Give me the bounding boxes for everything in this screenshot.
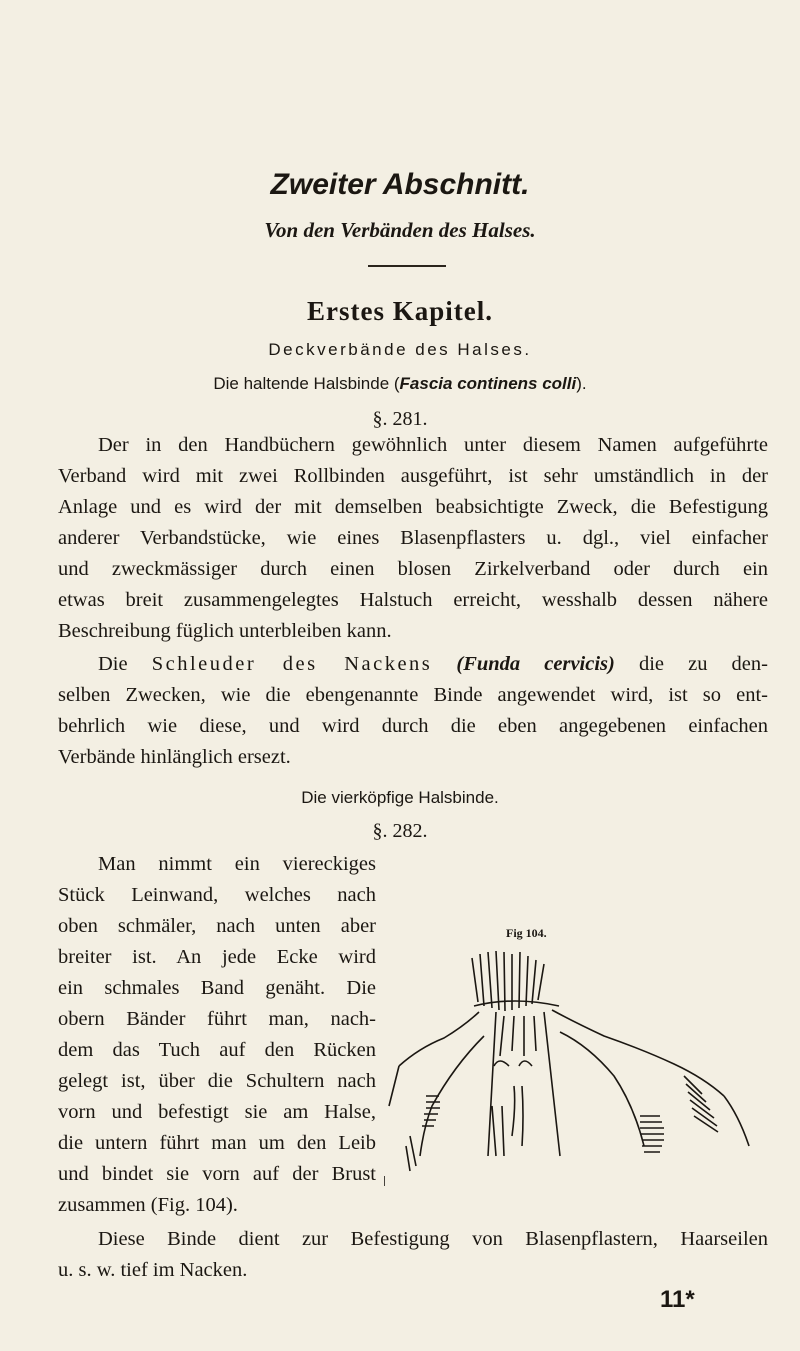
funda-intro: Die bbox=[98, 653, 152, 675]
figure-104-illustration bbox=[384, 946, 764, 1186]
text-line: anderer Verbandstücke, wie eines Blasenpflasters u. dgl., viel einfacher bbox=[58, 527, 768, 549]
text-line-funda bbox=[98, 653, 768, 676]
figure-label: Fig 104. bbox=[506, 926, 547, 940]
bandage2-title: Die vierköpfige Halsbinde. bbox=[301, 788, 499, 807]
paragraph-number-281: §. 281. bbox=[372, 408, 428, 430]
text-line: etwas breit zusammengelegtes Halstuch erreicht, wesshalb dessen nähere bbox=[58, 589, 768, 611]
paragraph-number-282: §. 282. bbox=[372, 820, 428, 842]
text-line: breiter ist. An jede Ecke wird bbox=[58, 946, 376, 968]
bandage1-title-post: ). bbox=[576, 374, 587, 393]
bandage1-title-pre: Die haltende Halsbinde ( bbox=[213, 374, 400, 393]
funda-spaced: Schleuder des Nackens bbox=[151, 653, 433, 675]
text-line: und bindet sie vorn auf der Brust bbox=[58, 1163, 376, 1185]
text-line: Verbände hinlänglich ersezt. bbox=[58, 746, 291, 768]
signature-mark: 11* bbox=[660, 1286, 695, 1313]
text-line: Beschreibung füglich unterbleiben kann. bbox=[58, 620, 392, 642]
text-line: vorn und befestigt sie am Halse, bbox=[58, 1101, 376, 1123]
text-line: behrlich wie diese, und wird durch die eben angegebenen einfachen bbox=[58, 715, 768, 737]
section-title: Zweiter Abschnitt. bbox=[270, 168, 530, 201]
text-line: Der in den Handbüchern gewöhnlich unter diesem Namen aufgeführte bbox=[98, 434, 768, 456]
funda-rest: die zu den- bbox=[638, 653, 768, 675]
text-line: ein schmales Band genäht. Die bbox=[58, 977, 376, 999]
funda-latin: (Funda cervicis) bbox=[432, 653, 639, 675]
text-line: Verband wird mit zwei Rollbinden ausgeführt, ist sehr umständlich in der bbox=[58, 465, 768, 487]
text-line: Diese Binde dient zur Befestigung von Blasenpflastern, Haarseilen bbox=[98, 1228, 768, 1250]
bandage1-title-latin: Fascia continens colli bbox=[399, 374, 577, 393]
text-line: und zweckmässiger durch einen blosen Zirkelverband oder durch ein bbox=[58, 558, 768, 580]
text-line: Man nimmt ein viereckiges bbox=[98, 853, 376, 875]
text-line: u. s. w. tief im Nacken. bbox=[58, 1259, 248, 1281]
text-line: gelegt ist, über die Schultern nach bbox=[58, 1070, 376, 1092]
divider-rule bbox=[368, 265, 446, 267]
text-line: dem das Tuch auf den Rücken bbox=[58, 1039, 376, 1061]
chapter-subtitle: Deckverbände des Halses. bbox=[268, 340, 532, 359]
section-subtitle: Von den Verbänden des Halses. bbox=[264, 218, 536, 242]
bandage1-title bbox=[0, 374, 800, 394]
text-line: Anlage und es wird der mit demselben beabsichtigte Zweck, die Befestigung bbox=[58, 496, 768, 518]
text-line: zusammen (Fig. 104). bbox=[58, 1194, 238, 1216]
chapter-title: Erstes Kapitel. bbox=[307, 296, 493, 326]
text-line: oben schmäler, nach unten aber bbox=[58, 915, 376, 937]
text-line: Stück Leinwand, welches nach bbox=[58, 884, 376, 906]
text-line: selben Zwecken, wie die ebengenannte Binde angewendet wird, ist so ent- bbox=[58, 684, 768, 706]
text-line: obern Bänder führt man, nach- bbox=[58, 1008, 376, 1030]
text-line: die untern führt man um den Leib bbox=[58, 1132, 376, 1154]
